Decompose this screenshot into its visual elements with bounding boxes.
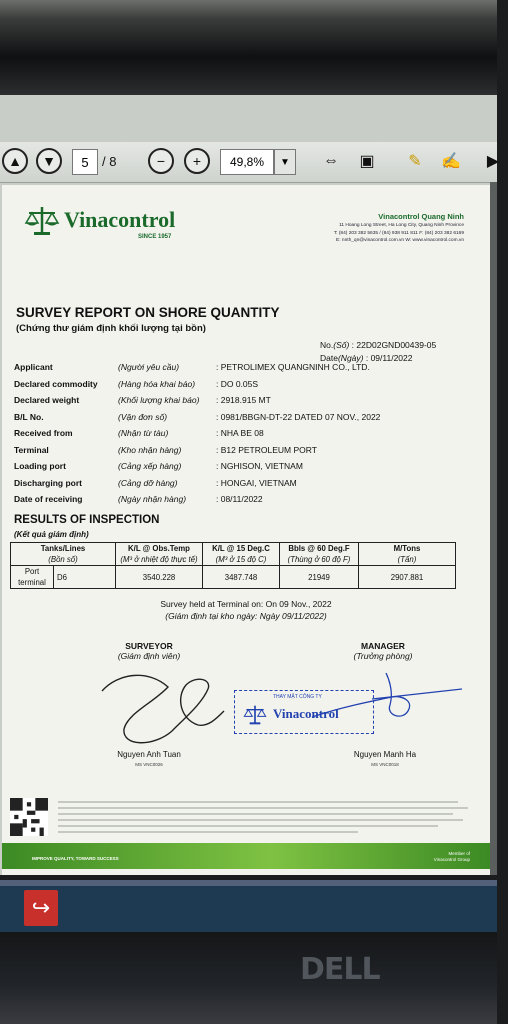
tank-cell: D6: [54, 566, 116, 589]
field-row: [14, 362, 484, 379]
header-en: Tanks/Lines: [40, 544, 86, 553]
table-header: [359, 543, 456, 566]
field-label-vn: (Người yêu cầu): [118, 362, 180, 372]
footer-slogan: IMPROVE QUALITY, TOWARD SUCCESS: [32, 856, 119, 861]
fine-print-lines: [58, 799, 478, 835]
qr-code-icon: [10, 798, 48, 836]
table-header-row: [11, 543, 456, 566]
zoom-out-icon[interactable]: −: [148, 148, 174, 174]
field-label-vn: (Kho nhận hàng): [118, 444, 182, 455]
field-label: Declared weight: [14, 395, 80, 405]
logo-since: SINCE 1957: [138, 234, 172, 240]
header-vn: (Bồn số): [48, 555, 78, 564]
branch-name: Vinacontrol Quang Ninh: [378, 212, 464, 221]
kl-obs-cell: 3540.228: [116, 566, 203, 589]
branch-email: E: nnth_qn@vinacontrol.com.vn W: www.vinacontrol.com.vn: [336, 238, 464, 243]
surveyor-signature: [98, 663, 228, 753]
zoom-in-icon[interactable]: +: [184, 148, 210, 174]
row-label: [11, 566, 54, 589]
branch-address: 11 Hoang Long Street, Ha Long City, Quang Ninh Province: [339, 223, 464, 228]
surveyor-title: SURVEYOR: [125, 641, 173, 651]
taskbar-edge: [0, 880, 497, 886]
sign-icon[interactable]: ✍: [441, 153, 461, 170]
manager-label: [338, 641, 428, 661]
survey-held: Survey held at Terminal on: On 09 Nov., 2022: [160, 599, 332, 609]
acrobat-reader-icon[interactable]: ↪: [24, 890, 58, 926]
field-label-vn: (Nhận từ tàu): [118, 428, 169, 438]
field-row: [14, 379, 484, 396]
header-vn: (M³ ở nhiệt độ thực tế): [120, 555, 198, 564]
field-row: [14, 494, 484, 511]
mtons-cell: 2907.881: [359, 566, 456, 589]
field-value: : 08/11/2022: [216, 494, 263, 504]
header-en: Bbls @ 60 Deg.F: [288, 544, 350, 553]
pdf-toolbar: [0, 142, 500, 183]
field-label-vn: (Cảng xếp hàng): [118, 461, 182, 471]
manager-signature: [302, 671, 472, 731]
row-label-line1: Port: [24, 567, 40, 576]
header-en: M/Tons: [393, 544, 421, 553]
surveyor-title-vn: (Giám định viên): [117, 651, 181, 661]
survey-held-vn: (Giám định tại kho ngày: Ngày 09/11/2022): [165, 611, 327, 621]
kl-15-cell: 3487.748: [203, 566, 280, 589]
field-label: Declared commodity: [14, 378, 98, 389]
zoom-dropdown-icon[interactable]: ▼: [274, 149, 296, 175]
dell-logo: DELL: [300, 952, 380, 987]
taskbar: [0, 880, 497, 932]
field-label: Terminal: [14, 444, 49, 455]
header-en: K/L @ Obs.Temp: [128, 544, 190, 553]
field-row: [14, 478, 484, 495]
fit-page-icon[interactable]: ▣: [359, 153, 375, 170]
member-line2: Vinacontrol Group: [433, 857, 470, 862]
monitor-bezel-top: [0, 0, 497, 95]
no-label-vn: (Số): [333, 340, 350, 350]
sidebar-toggle-icon[interactable]: ▶: [486, 153, 500, 170]
field-value: : 2918.915 MT: [216, 395, 271, 405]
field-label: Loading port: [14, 461, 66, 471]
table-header: [116, 543, 203, 566]
logo-name: Vinacontrol: [64, 207, 176, 232]
document-page: [2, 185, 490, 875]
field-row: [14, 461, 484, 478]
results-table: [10, 542, 456, 589]
manager-title: MANAGER: [361, 641, 405, 651]
prev-page-icon[interactable]: ▲: [2, 148, 28, 174]
field-label-vn: (Cảng dỡ hàng): [118, 477, 178, 488]
date-label-vn: (Ngày): [337, 353, 364, 363]
branch-info: [334, 211, 464, 245]
field-row: [14, 412, 484, 429]
report-subtitle: (Chứng thư giám định khối lượng tại bồn): [16, 323, 206, 334]
manager-name: Nguyen Manh Ha: [353, 750, 417, 759]
field-value: : PETROLIMEX QUANGNINH CO., LTD.: [216, 362, 370, 372]
field-row: [14, 445, 484, 462]
table-row: [11, 566, 456, 589]
field-label: B/L No.: [14, 411, 44, 422]
field-label-vn: (Ngày nhận hàng): [118, 494, 187, 504]
field-value: : 0981/BBGN-DT-22 DATED 07 NOV., 2022: [216, 411, 381, 422]
results-title: RESULTS OF INSPECTION: [14, 514, 160, 526]
field-row: [14, 395, 484, 412]
field-value: : NHA BE 08: [216, 428, 264, 438]
date-label: Date: [320, 353, 338, 363]
stamp-logo-icon: [243, 703, 267, 727]
surveyor-name: Nguyen Anh Tuan: [117, 750, 181, 759]
results-subtitle: (Kết quả giám định): [14, 530, 89, 539]
no-label: No.: [320, 340, 334, 350]
field-label: Received from: [14, 428, 73, 438]
field-label: Date of receiving: [14, 494, 83, 504]
member-line1: Member of: [448, 851, 470, 856]
field-value: : DO 0.05S: [216, 378, 259, 389]
field-row: [14, 428, 484, 445]
stamp-caption: THAY MẶT CÔNG TY: [273, 694, 322, 700]
no-value: : 22D02GND00439-05: [351, 340, 437, 350]
header-vn: (M³ ở 15 độ C): [215, 555, 267, 564]
date-value: : 09/11/2022: [365, 353, 413, 363]
header-vn: (Tấn): [397, 555, 417, 564]
table-header: [203, 543, 280, 566]
field-label: Applicant: [14, 362, 53, 372]
manager-title-vn: (Trưởng phòng): [353, 651, 413, 661]
page-total: / 8: [102, 154, 117, 169]
report-title: SURVEY REPORT ON SHORE QUANTITY: [16, 305, 280, 320]
bbls-cell: 21949: [280, 566, 359, 589]
stamp-name: Vinacontrol: [273, 706, 339, 721]
field-value: : HONGAI, VIETNAM: [216, 477, 297, 488]
page-number-input[interactable]: 5: [72, 149, 98, 175]
field-label-vn: (Hàng hóa khai báo): [118, 378, 196, 389]
field-label-vn: (Vận đơn số): [118, 411, 168, 422]
scales-logo-icon: [24, 203, 60, 239]
comment-icon[interactable]: ✎: [408, 153, 422, 170]
monitor-bezel-bottom: [0, 932, 497, 1024]
footer-member: [434, 851, 470, 863]
field-label: Discharging port: [14, 477, 83, 488]
header-en: K/L @ 15 Deg.C: [212, 544, 270, 553]
table-header: [280, 543, 359, 566]
zoom-level-input[interactable]: 49,8%: [220, 149, 274, 175]
scrollbar[interactable]: [490, 182, 497, 875]
field-value: : NGHISON, VIETNAM: [216, 461, 303, 471]
next-page-icon[interactable]: ▼: [36, 148, 62, 174]
manager-code: MS VNC0018: [371, 762, 399, 767]
table-header: [11, 543, 116, 566]
report-fields: [14, 362, 484, 511]
surveyor-label: [104, 641, 194, 661]
header-vn: (Thùng ở 60 độ F): [287, 555, 351, 564]
report-number: [320, 340, 436, 350]
surveyor-code: MS VNC0026: [135, 762, 163, 767]
footer-band: [2, 843, 490, 869]
branch-phone: T: (84) 203 382 5635 / (84) 938 911 811 F: (84) 203 382 6169: [333, 230, 464, 236]
row-label-line2: terminal: [18, 578, 46, 587]
field-label-vn: (Khối lượng khai báo): [118, 395, 200, 405]
field-value: : B12 PETROLEUM PORT: [216, 444, 317, 455]
fit-width-icon[interactable]: ⇔: [323, 152, 339, 169]
